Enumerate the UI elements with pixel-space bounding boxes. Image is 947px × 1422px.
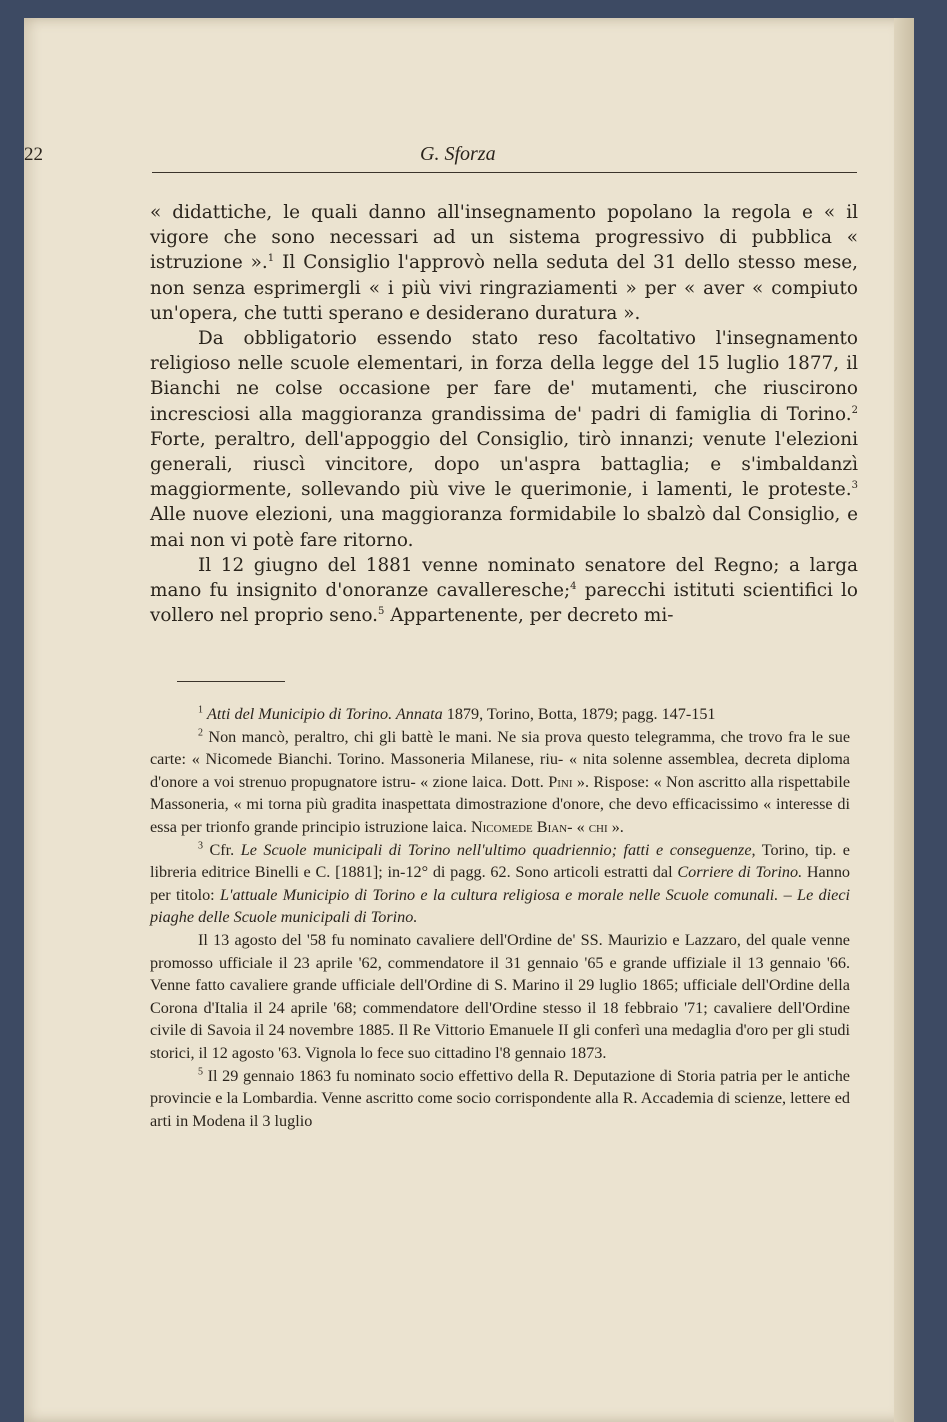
footnote-ref-5: 5 [378,606,385,618]
paragraph-3: Il 12 giugno del 1881 venne nominato senatore del Regno; a larga mano fu insignito d'onoranze cavalleresche;$^4$ parecchi istituti scientifici lo vollero nel proprio seno.$^5$ Appartenente, per decreto mi- [150,554,858,627]
footnote-3: $^3$ Cfr. Le Scuole municipali di Torino nell'ultimo quadriennio; fatti e conseguenze, Torino, tip. e libreria editrice Binelli e C. [1881]; in-12° di pagg. 62. Sono articoli estratti dal Corriere di Torino. Hanno per titolo: L'attuale Municipio di Torino e la cultura religiosa e morale nelle Scuole comunali. – Le dieci piaghe delle Scuole municipali di Torino. [150,840,851,927]
footnote-ref-3: 3 [851,480,858,492]
running-head: G. Sforza [420,143,496,165]
footnote-5: $^5$ Il 29 gennaio 1863 fu nominato socio effettivo della R. Deputazione di Storia patria per le antiche provincie e la Lombardia. Venne ascritto come socio corrispondente alla R. Accademia di scienze, lettere ed arti in Modena il 3 luglio [150,1066,850,1130]
footnote-2: $^2$ Non mancò, peraltro, chi gli battè le mani. Ne sia prova questo telegramma, che trovo fra le sue carte: « Nicomede Bianchi. Torino. Massoneria Milanese, riu- « nita solenne assemblea, decreta diploma d'onore a voi strenuo propugnatore istru- « zione laica. Dott. Pini ». Rispose: « Non ascritto alla rispettabile Massoneria, « mi torna più gradita inaspettata dimostrazione d'onore, che devo efficacissimo « interesse di essa per trionfo grande principio istruzione laica. Nicomede Bian- « chi ». [150,727,850,836]
footnote-ref-2: 2 [851,404,858,416]
page-header-rule [152,138,857,173]
main-text [150,200,858,628]
footnote-1: $^1$ Atti del Municipio di Torino. Annata 1879, Torino, Botta, 1879; pagg. 147-151 [198,704,716,723]
page-edge [894,18,914,1422]
paragraph-2: Da obbligatorio essendo stato reso facoltativo l'insegnamento religioso nelle scuole elementari, in forza della legge del 15 luglio 1877, il Bianchi ne colse occasione per fare de' mutamenti, che riuscirono incresciosi alla maggioranza grandissima de' padri di famiglia di Torino.$^2$ Forte, peraltro, dell'appoggio del Consiglio, tirò innanzi; venute l'elezioni generali, riuscì vincitore, dopo un'aspra battaglia; e s'imbaldanzì maggiormente, sollevando più vive le querimonie, i lamenti, le proteste.$^3$ Alle nuove elezioni, una maggioranza formidabile lo sbalzò dal Consiglio, e mai non vi potè fare ritorno. [150,328,858,551]
footnote-rule [177,681,285,682]
footnote-ref-4: 4 [570,580,577,592]
footnote-ref-1: 1 [267,253,275,265]
page-number: 22 [24,144,43,165]
footnote-4: Il 13 agosto del '58 fu nominato cavaliere dell'Ordine de' SS. Maurizio e Lazzaro, del quale venne promosso ufficiale il 23 aprile '62, commendatore il 31 gennaio '65 e grande uffiziale il 13 gennaio '66. Venne fatto cavaliere grande ufficiale dell'Ordine di S. Marino il 29 luglio 1865; ufficiale dell'Ordine della Corona d'Italia il 24 aprile '68; commendatore dell'Ordine stesso il 18 febbraio '71; cavaliere dell'Ordine civile di Savoia il 24 novembre 1885. Il Re Vittorio Emanuele II gli conferì una medaglia d'oro per gli studi storici, il 12 agosto '63. Vignola lo fece suo cittadino l'8 gennaio 1873. [150,930,850,1062]
footnotes [150,703,850,1132]
paragraph-1: « didattiche, le quali danno all'insegnamento popolano la regola e « il vigore che sono necessari ad un sistema progressivo di pubblica « istruzione ».$^1$ Il Consiglio l'approvò nella seduta del 31 dello stesso mese, non senza esprimergli « i più vivi ringraziamenti » per « aver « compiuto un'opera, che tutti sperano e desiderano duratura ». [150,202,858,324]
